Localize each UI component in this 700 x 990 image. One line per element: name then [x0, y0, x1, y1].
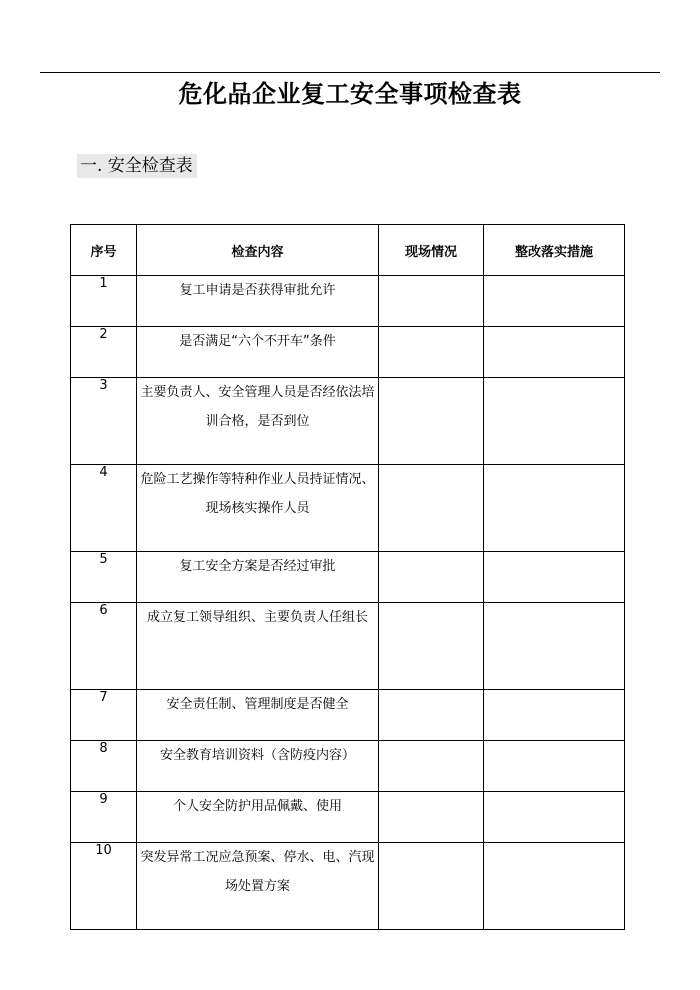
row-remedy-cell[interactable]	[484, 792, 625, 843]
row-site-status-cell[interactable]	[379, 276, 484, 327]
row-check-content: 复工申请是否获得审批允许	[137, 276, 379, 327]
row-number: 4	[71, 465, 137, 552]
row-number: 8	[71, 741, 137, 792]
table-row	[71, 603, 625, 690]
row-number: 5	[71, 552, 137, 603]
row-check-content: 安全教育培训资料（含防疫内容）	[137, 741, 379, 792]
row-site-status-cell[interactable]	[379, 465, 484, 552]
top-divider-line	[40, 72, 660, 73]
row-remedy-cell[interactable]	[484, 327, 625, 378]
row-site-status-cell[interactable]	[379, 552, 484, 603]
table-row	[71, 690, 625, 741]
row-site-status-cell[interactable]	[379, 378, 484, 465]
row-check-content: 个人安全防护用品佩戴、使用	[137, 792, 379, 843]
row-check-content: 是否满足“六个不开车”条件	[137, 327, 379, 378]
row-site-status-cell[interactable]	[379, 741, 484, 792]
table-row	[71, 792, 625, 843]
safety-checklist-table	[70, 224, 625, 930]
row-remedy-cell[interactable]	[484, 690, 625, 741]
row-number: 6	[71, 603, 137, 690]
row-site-status-cell[interactable]	[379, 603, 484, 690]
row-number: 7	[71, 690, 137, 741]
table-row	[71, 552, 625, 603]
header-remedy-measures: 整改落实措施	[484, 225, 625, 276]
table-row	[71, 327, 625, 378]
row-site-status-cell[interactable]	[379, 843, 484, 930]
row-remedy-cell[interactable]	[484, 741, 625, 792]
row-site-status-cell[interactable]	[379, 690, 484, 741]
row-remedy-cell[interactable]	[484, 378, 625, 465]
row-remedy-cell[interactable]	[484, 843, 625, 930]
row-number: 9	[71, 792, 137, 843]
document-title: 危化品企业复工安全事项检查表	[178, 80, 522, 108]
table-row	[71, 276, 625, 327]
table-row	[71, 465, 625, 552]
row-check-content: 安全责任制、管理制度是否健全	[137, 690, 379, 741]
table-header-row	[71, 225, 625, 276]
row-number: 3	[71, 378, 137, 465]
header-site-status: 现场情况	[379, 225, 484, 276]
row-remedy-cell[interactable]	[484, 465, 625, 552]
table-row	[71, 843, 625, 930]
table-row	[71, 378, 625, 465]
row-check-content: 突发异常工况应急预案、停水、电、汽现场处置方案	[137, 843, 379, 930]
row-number: 10	[71, 843, 137, 930]
row-check-content: 复工安全方案是否经过审批	[137, 552, 379, 603]
row-remedy-cell[interactable]	[484, 603, 625, 690]
row-check-content: 主要负责人、安全管理人员是否经依法培训合格，是否到位	[137, 378, 379, 465]
row-remedy-cell[interactable]	[484, 552, 625, 603]
table-row	[71, 741, 625, 792]
row-number: 2	[71, 327, 137, 378]
row-site-status-cell[interactable]	[379, 792, 484, 843]
row-remedy-cell[interactable]	[484, 276, 625, 327]
section-heading: 一. 安全检查表	[77, 154, 197, 178]
header-number: 序号	[71, 225, 137, 276]
header-check-content: 检查内容	[137, 225, 379, 276]
row-check-content: 危险工艺操作等特种作业人员持证情况、现场核实操作人员	[137, 465, 379, 552]
row-number: 1	[71, 276, 137, 327]
row-check-content: 成立复工领导组织、主要负责人任组长	[137, 603, 379, 690]
row-site-status-cell[interactable]	[379, 327, 484, 378]
